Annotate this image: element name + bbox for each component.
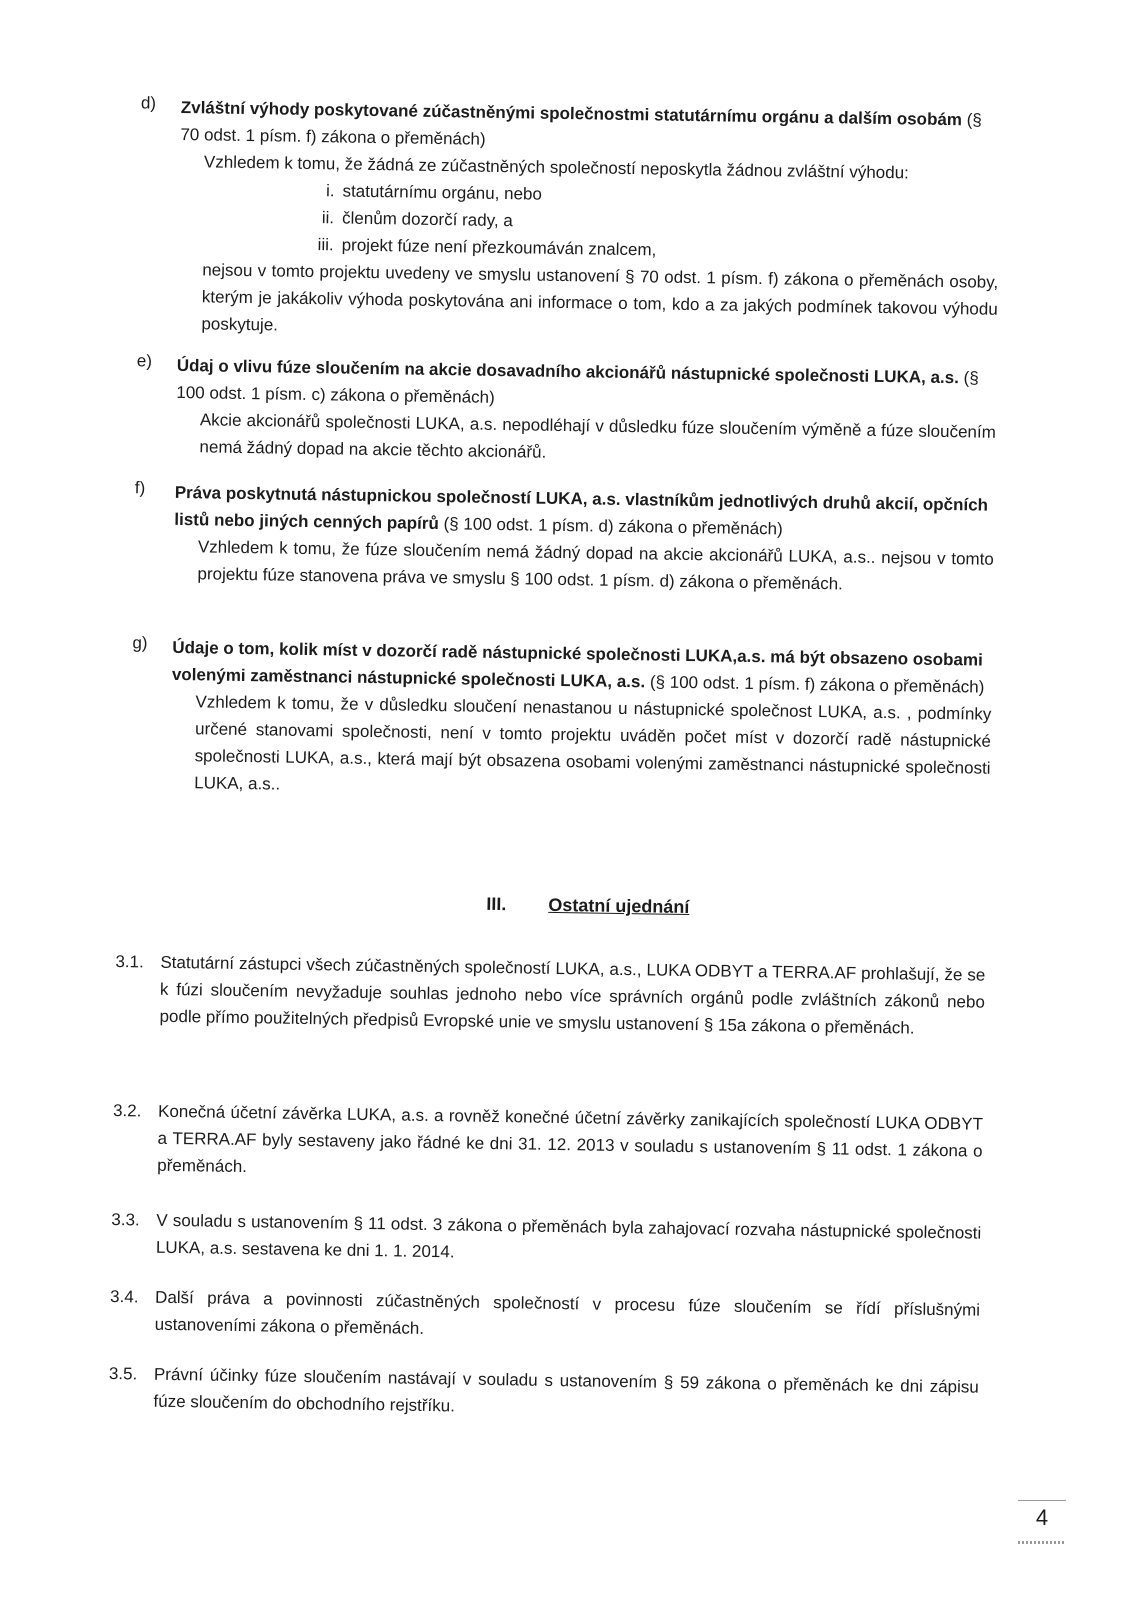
item-f bbox=[133, 478, 995, 599]
page-number: 4 bbox=[1018, 1500, 1066, 1544]
item-g bbox=[130, 633, 992, 808]
paragraph-3-4 bbox=[110, 1283, 981, 1351]
item-outro: nejsou v tomto projektu uvedeny ve smyslu ustanovení § 70 odst. 1 písm. f) zákona o přeměnách osoby, kterým je jakákoliv výhoda poskytována ani informace o tom, kdo a za jakých podmínek takovou výhodu poskytuje. bbox=[201, 260, 999, 335]
item-d bbox=[137, 93, 1001, 349]
item-heading: Práva poskytnutá nástupnickou společností LUKA, a.s. vlastníkům jednotlivých druhů akcií, opčních listů nebo jiných cenných papírů (§ 100 odst. 1 písm. d) zákona o přeměnách) bbox=[174, 482, 989, 539]
item-marker: g) bbox=[132, 633, 148, 653]
paragraph-3-1 bbox=[114, 948, 985, 1043]
paragraph-number: 3.1. bbox=[115, 952, 144, 972]
item-heading: Zvláštní výhody poskytované zúčastněnými společnostmi statutárnímu orgánu a dalším osobám (§ 70 odst. 1 písm. f) zákona o přeměnách) bbox=[180, 97, 982, 149]
item-heading: Údaj o vlivu fúze sloučením na akcie dosavadního akcionářů nástupnické společnosti LUKA, a.s. (§ 100 odst. 1 písm. c) zákona o přeměnách) bbox=[176, 355, 979, 407]
paragraph-text: Další práva a povinnosti zúčastněných společností v procesu fúze sloučením se řídí příslušnými ustanoveními zákona o přeměnách. bbox=[154, 1287, 981, 1338]
paragraph-text: Konečná účetní závěrka LUKA, a.s. a rovněž konečné účetní závěrky zanikajících společností LUKA ODBYT a TERRA.AF byly sestaveny jako řádné ke dni 31. 12. 2013 v souladu s ustanovením § 11 odst. 1 zákona o přeměnách. bbox=[157, 1101, 984, 1177]
item-body: Akcie akcionářů společnosti LUKA, a.s. nepodléhají v důsledku fúze sloučením výměně a fúze sloučením nemá žádný dopad na akcie těchto akcionářů. bbox=[199, 410, 996, 462]
paragraph-number: 3.4. bbox=[109, 1286, 139, 1307]
item-marker: d) bbox=[140, 93, 157, 113]
paragraph-number: 3.3. bbox=[111, 1210, 140, 1230]
paragraph-3-2 bbox=[112, 1097, 983, 1192]
roman-list bbox=[293, 177, 999, 269]
paragraph-text: Statutární zástupci všech zúčastněných společností LUKA, a.s., LUKA ODBYT a TERRA.AF prohlašují, že se k fúzi sloučením nevyžaduje souhlas jednoho nebo více správních orgánů podle zvláštních zákonů nebo podle přímo použitelných předpisů Evropské unie ve smyslu ustanovení § 15a zákona o přeměnách. bbox=[159, 952, 986, 1038]
paragraph-number: 3.2. bbox=[112, 1101, 142, 1121]
list-item: iii. projekt fúze není přezkoumáván znalcem, bbox=[317, 235, 657, 260]
paragraph-3-5 bbox=[108, 1360, 979, 1428]
item-body: Vzhledem k tomu, že v důsledku sloučení nenastanou u nástupnické společnost LUKA, a.s. , podmínky určené stanovami společnosti, není v tomto projektu uváděn počet míst v dozorčí radě nástupnické společnosti LUKA, a.s., která mají být obsazena osobami volenými zaměstnanci nástupnické společnosti LUKA, a.s.. bbox=[194, 692, 992, 794]
paragraph-text: V souladu s ustanovením § 11 odst. 3 zákona o přeměnách byla zahajovací rozvaha nástupnické společnosti LUKA, a.s. sestavena ke dni 1. 1. 2014. bbox=[155, 1210, 982, 1262]
paragraph-text: Právní účinky fúze sloučením nastávají v souladu s ustanovením § 59 zákona o přeměnách ke dni zápisu fúze sloučením do obchodního rejstříku. bbox=[153, 1364, 979, 1416]
item-e bbox=[135, 351, 997, 472]
list-item: ii. členům dozorčí rady, a bbox=[321, 208, 513, 231]
section-number: III. bbox=[486, 893, 507, 915]
item-marker: e) bbox=[136, 351, 153, 371]
section-title bbox=[486, 894, 689, 918]
list-item: i. statutárnímu orgánu, nebo bbox=[325, 181, 543, 204]
item-marker: f) bbox=[134, 478, 146, 498]
paragraph-3-3 bbox=[111, 1206, 982, 1274]
item-heading: Údaje o tom, kolik míst v dozorčí radě nástupnické společnosti LUKA,a.s. má být obsazeno osobami volenými zaměstnanci nástupnické společnosti LUKA, a.s. (§ 100 odst. 1 písm. f) zákona o přeměnách) bbox=[171, 637, 985, 697]
section-heading: Ostatní ujednání bbox=[548, 894, 690, 918]
paragraph-number: 3.5. bbox=[108, 1363, 138, 1384]
item-body: Vzhledem k tomu, že fúze sloučením nemá žádný dopad na akcie akcionářů LUKA, a.s.. nejsou v tomto projektu fúze stanovena práva ve smyslu § 100 odst. 1 písm. d) zákona o přeměnách. bbox=[197, 537, 994, 594]
item-intro: Vzhledem k tomu, že žádná ze zúčastněných společností neposkytla žádnou zvláštní výhodu: bbox=[203, 152, 910, 183]
